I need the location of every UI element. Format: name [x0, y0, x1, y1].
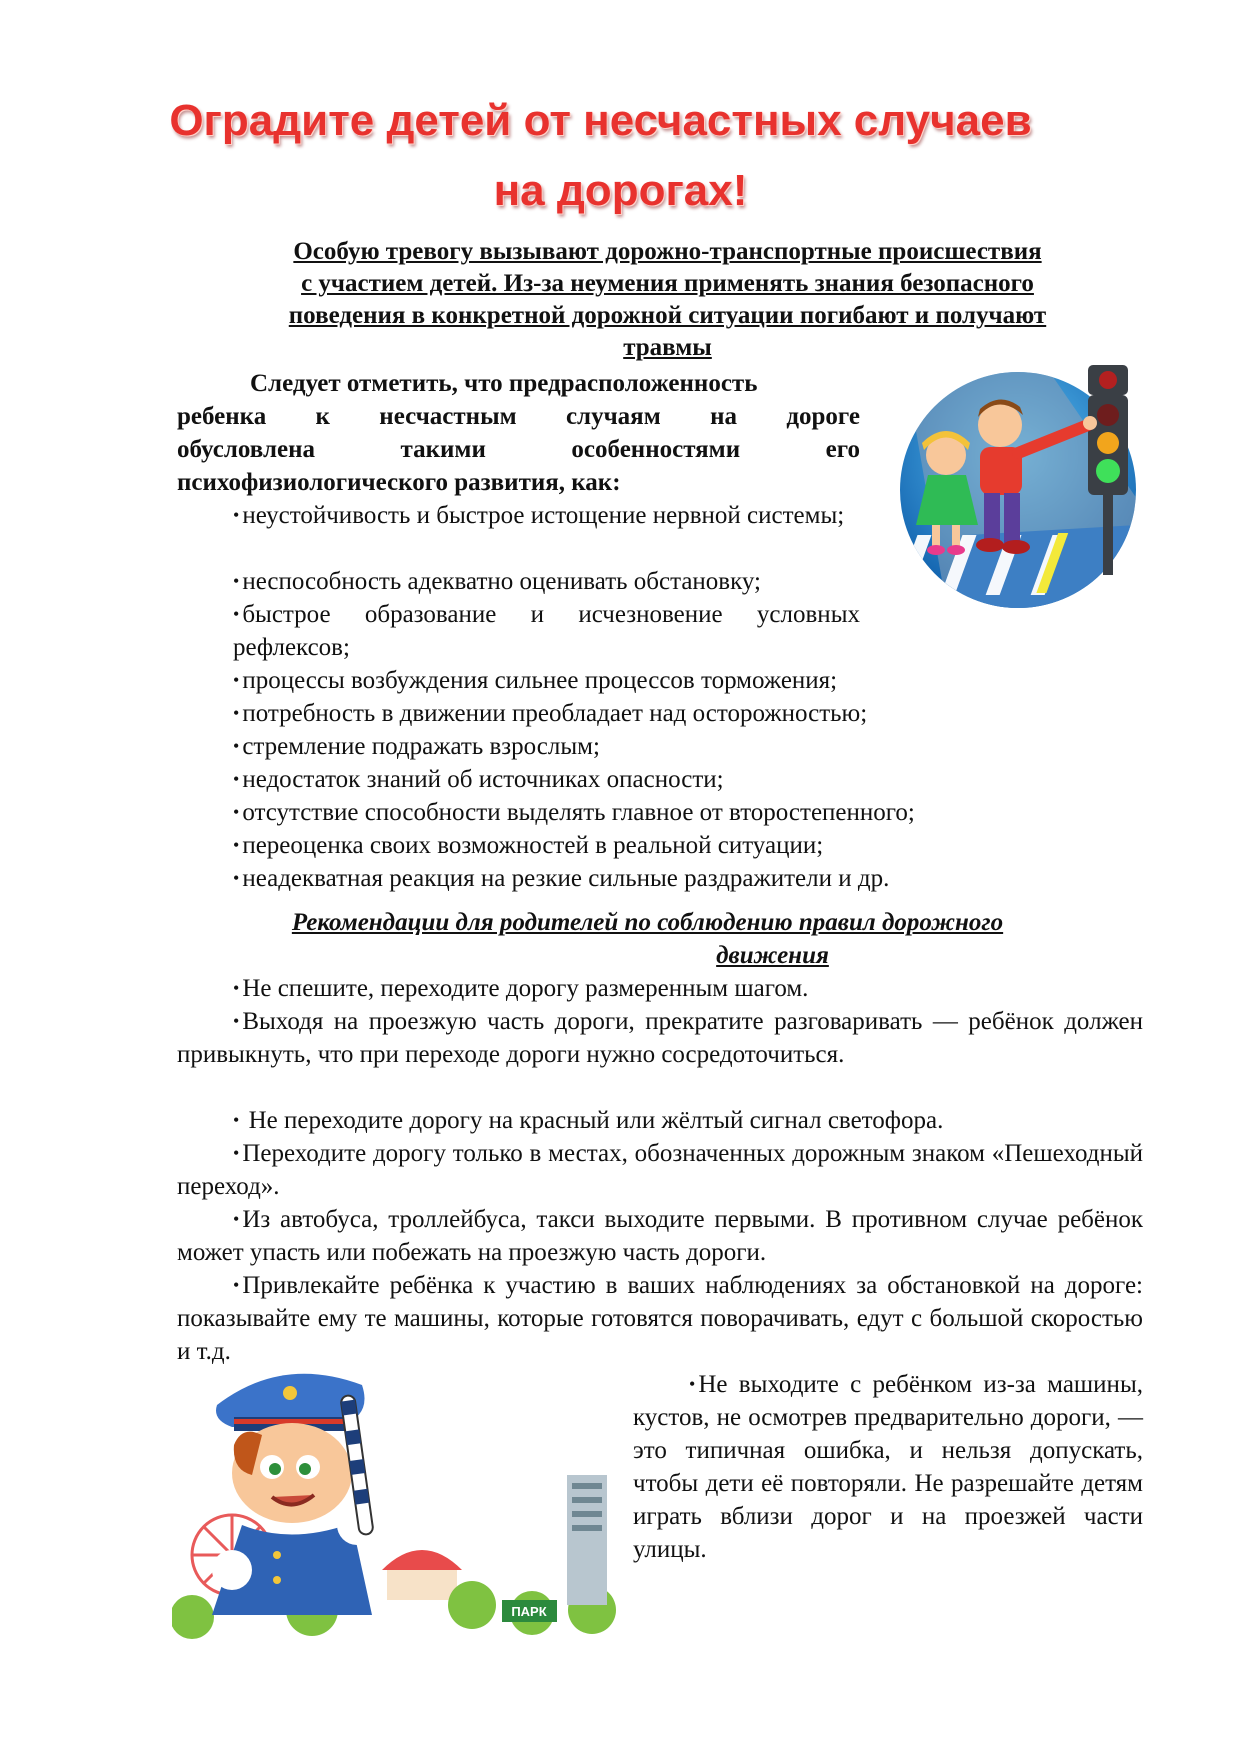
- park-sign: [502, 1600, 557, 1622]
- building-icon: [567, 1475, 607, 1605]
- bullet: •: [233, 1110, 240, 1130]
- lead-line: ребенка к несчастным случаям на дороге: [177, 403, 860, 430]
- bullet: •: [233, 670, 240, 690]
- feature-item: • потребность в движении преобладает над осторожностью;: [233, 700, 868, 727]
- bullet: •: [233, 802, 240, 822]
- bullet: •: [233, 769, 240, 789]
- bullet: •: [233, 1143, 240, 1163]
- recommendations-heading-line: движения: [716, 942, 829, 969]
- feature-item: • быстрое образование и исчезновение условных рефлексов;: [233, 601, 860, 661]
- intro-line: Особую тревогу вызывают дорожно-транспортные происшествия: [293, 238, 1042, 265]
- page-title-line2: на дорогах!: [493, 166, 748, 215]
- intro-line: травмы: [623, 334, 712, 361]
- feature-item: • процессы возбуждения сильнее процессов торможения;: [233, 667, 838, 694]
- traffic-light-children-illustration: [888, 355, 1148, 615]
- feature-item: • неадекватная реакция на резкие сильные раздражители и др.: [233, 865, 890, 892]
- bullet: •: [233, 736, 240, 756]
- recommendation-item: • Не спешите, переходите дорогу размеренным шагом.: [233, 975, 809, 1002]
- traffic-policeman-illustration: [172, 1355, 627, 1645]
- recommendation-item: • Переходите дорогу только в местах, обозначенных дорожным знаком «Пешеходный переход».: [177, 1140, 1143, 1200]
- bullet: •: [233, 978, 240, 998]
- bullet: •: [689, 1374, 696, 1394]
- page-title-line1: Оградите детей от несчастных случаев: [169, 96, 1032, 145]
- intro-paragraph: [215, 236, 1120, 364]
- recommendations-heading-line: Рекомендации для родителей по соблюдению правил дорожного: [291, 909, 1004, 936]
- lead-line: психофизиологического развития, как:: [177, 469, 621, 496]
- intro-line: поведения в конкретной дорожной ситуации погибают и получают: [288, 302, 1047, 329]
- feature-item: • неустойчивость и быстрое истощение нервной системы;: [233, 502, 845, 529]
- bullet: •: [233, 1011, 240, 1031]
- feature-item: • недостаток знаний об источниках опасности;: [233, 766, 724, 793]
- feature-item: • переоценка своих возможностей в реальной ситуации;: [233, 832, 824, 859]
- bullet: •: [233, 604, 240, 624]
- lead-line: Следует отметить, что предрасположенность: [250, 370, 758, 397]
- recommendation-item: • Выходя на проезжую часть дороги, прекратите разговаривать — ребёнок должен привыкнуть, что при переходе дороги нужно сосредоточиться.: [177, 1008, 1143, 1068]
- recommendation-item: • Не выходите с ребёнком из-за машины, кустов, не осмотрев предварительно дороги, — это типичная ошибка, и нельзя допускать, чтобы дети её повторяли. Не разрешайте детям играть вблизи дорог и на проезжей части улицы.: [633, 1371, 1143, 1563]
- feature-item: • отсутствие способности выделять главное от второстепенного;: [233, 799, 915, 826]
- bullet: •: [233, 1209, 240, 1229]
- bullet: •: [233, 703, 240, 723]
- intro-line: с участием детей. Из-за неумения применять знания безопасного: [301, 270, 1034, 297]
- bullet: •: [233, 1275, 240, 1295]
- feature-item: • неспособность адекватно оценивать обстановку;: [233, 568, 762, 595]
- recommendation-item: • Привлекайте ребёнка к участию в ваших наблюдениях за обстановкой на дороге: показывайте ему те машины, которые готовятся поворачивать, едут с большой скоростью и т.д.: [177, 1272, 1143, 1365]
- bullet: •: [233, 868, 240, 888]
- recommendations-heading: [170, 906, 1125, 972]
- bullet: •: [233, 835, 240, 855]
- carousel-icon: [382, 1550, 462, 1600]
- feature-item: • стремление подражать взрослым;: [233, 733, 600, 760]
- svg-text:ПАРК: ПАРК: [511, 1604, 547, 1619]
- recommendation-item: • Не переходите дорогу на красный или жёлтый сигнал светофора.: [233, 1107, 944, 1134]
- recommendation-item: • Из автобуса, троллейбуса, такси выходите первыми. В противном случае ребёнок может упасть или побежать на проезжую часть дороги.: [177, 1206, 1143, 1266]
- lead-line: обусловлена такими особенностями его: [177, 436, 860, 463]
- bullet: •: [233, 505, 240, 525]
- bullet: •: [233, 571, 240, 591]
